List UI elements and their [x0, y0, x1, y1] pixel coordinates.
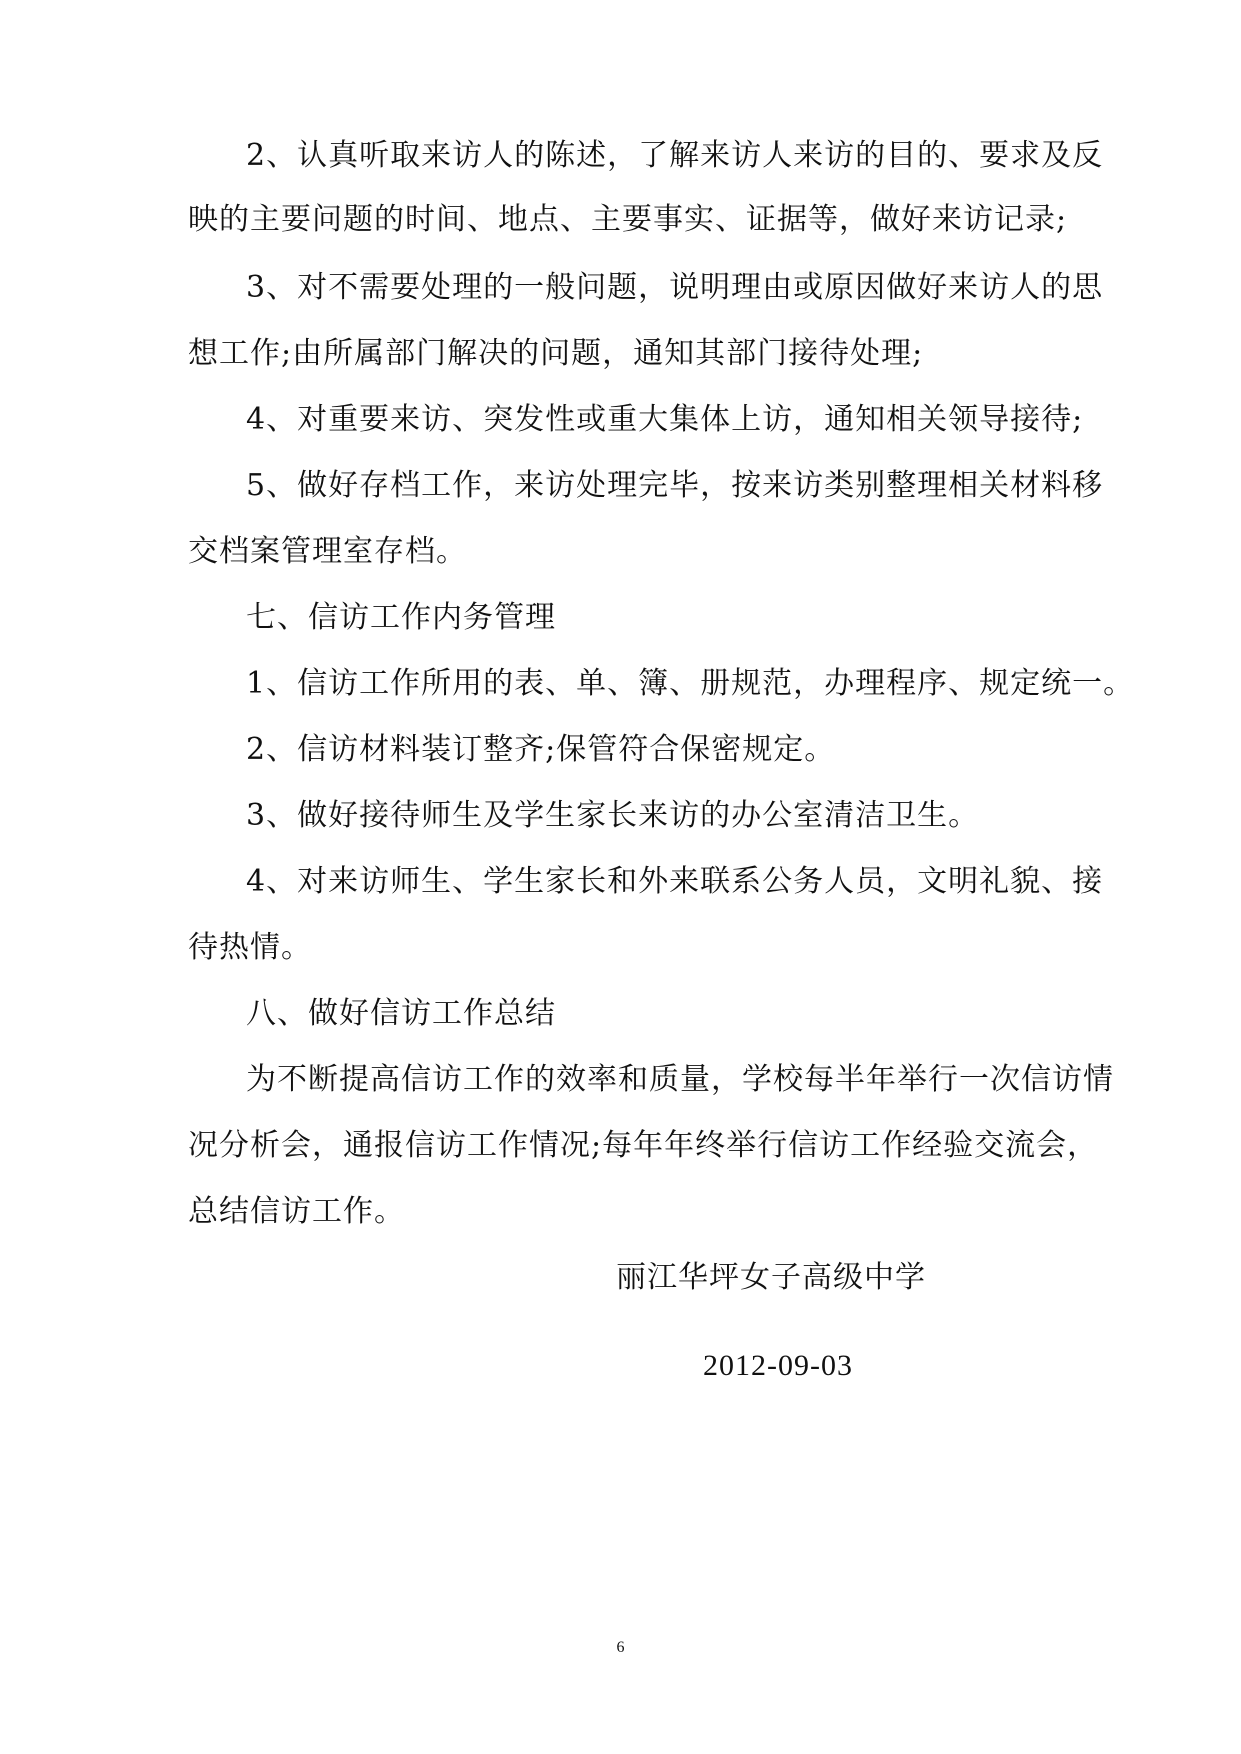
paragraph-line: 2、信访材料装订整齐;保管符合保密规定。 [246, 732, 836, 767]
signature-organization: 丽江华坪女子高级中学 [616, 1260, 926, 1295]
paragraph-line: 4、对重要来访、突发性或重大集体上访，通知相关领导接待; [246, 402, 1084, 437]
paragraph-line: 为不断提高信访工作的效率和质量，学校每半年举行一次信访情 [246, 1062, 1114, 1097]
section-heading: 八、做好信访工作总结 [246, 996, 556, 1031]
paragraph-line: 3、做好接待师生及学生家长来访的办公室清洁卫生。 [246, 798, 980, 833]
paragraph-line: 总结信访工作。 [188, 1194, 405, 1229]
paragraph-line: 2、认真听取来访人的陈述，了解来访人来访的目的、要求及反 [246, 138, 1104, 173]
page-number: 6 [616, 1639, 625, 1656]
paragraph-line: 待热情。 [188, 930, 312, 965]
section-heading: 七、信访工作内务管理 [246, 600, 556, 635]
paragraph-line: 5、做好存档工作，来访处理完毕，按来访类别整理相关材料移 [246, 468, 1104, 503]
paragraph-line: 4、对来访师生、学生家长和外来联系公务人员，文明礼貌、接 [246, 864, 1104, 899]
paragraph-line: 1、信访工作所用的表、单、簿、册规范，办理程序、规定统一。 [246, 666, 1135, 701]
paragraph-line: 想工作;由所属部门解决的问题，通知其部门接待处理; [188, 336, 924, 371]
paragraph-line: 3、对不需要处理的一般问题，说明理由或原因做好来访人的思 [246, 270, 1104, 305]
paragraph-line: 映的主要问题的时间、地点、主要事实、证据等，做好来访记录; [188, 202, 1068, 237]
paragraph-line: 交档案管理室存档。 [188, 534, 467, 569]
signature-date: 2012-09-03 [703, 1349, 853, 1382]
paragraph-line: 况分析会，通报信访工作情况;每年年终举行信访工作经验交流会， [188, 1128, 1099, 1163]
